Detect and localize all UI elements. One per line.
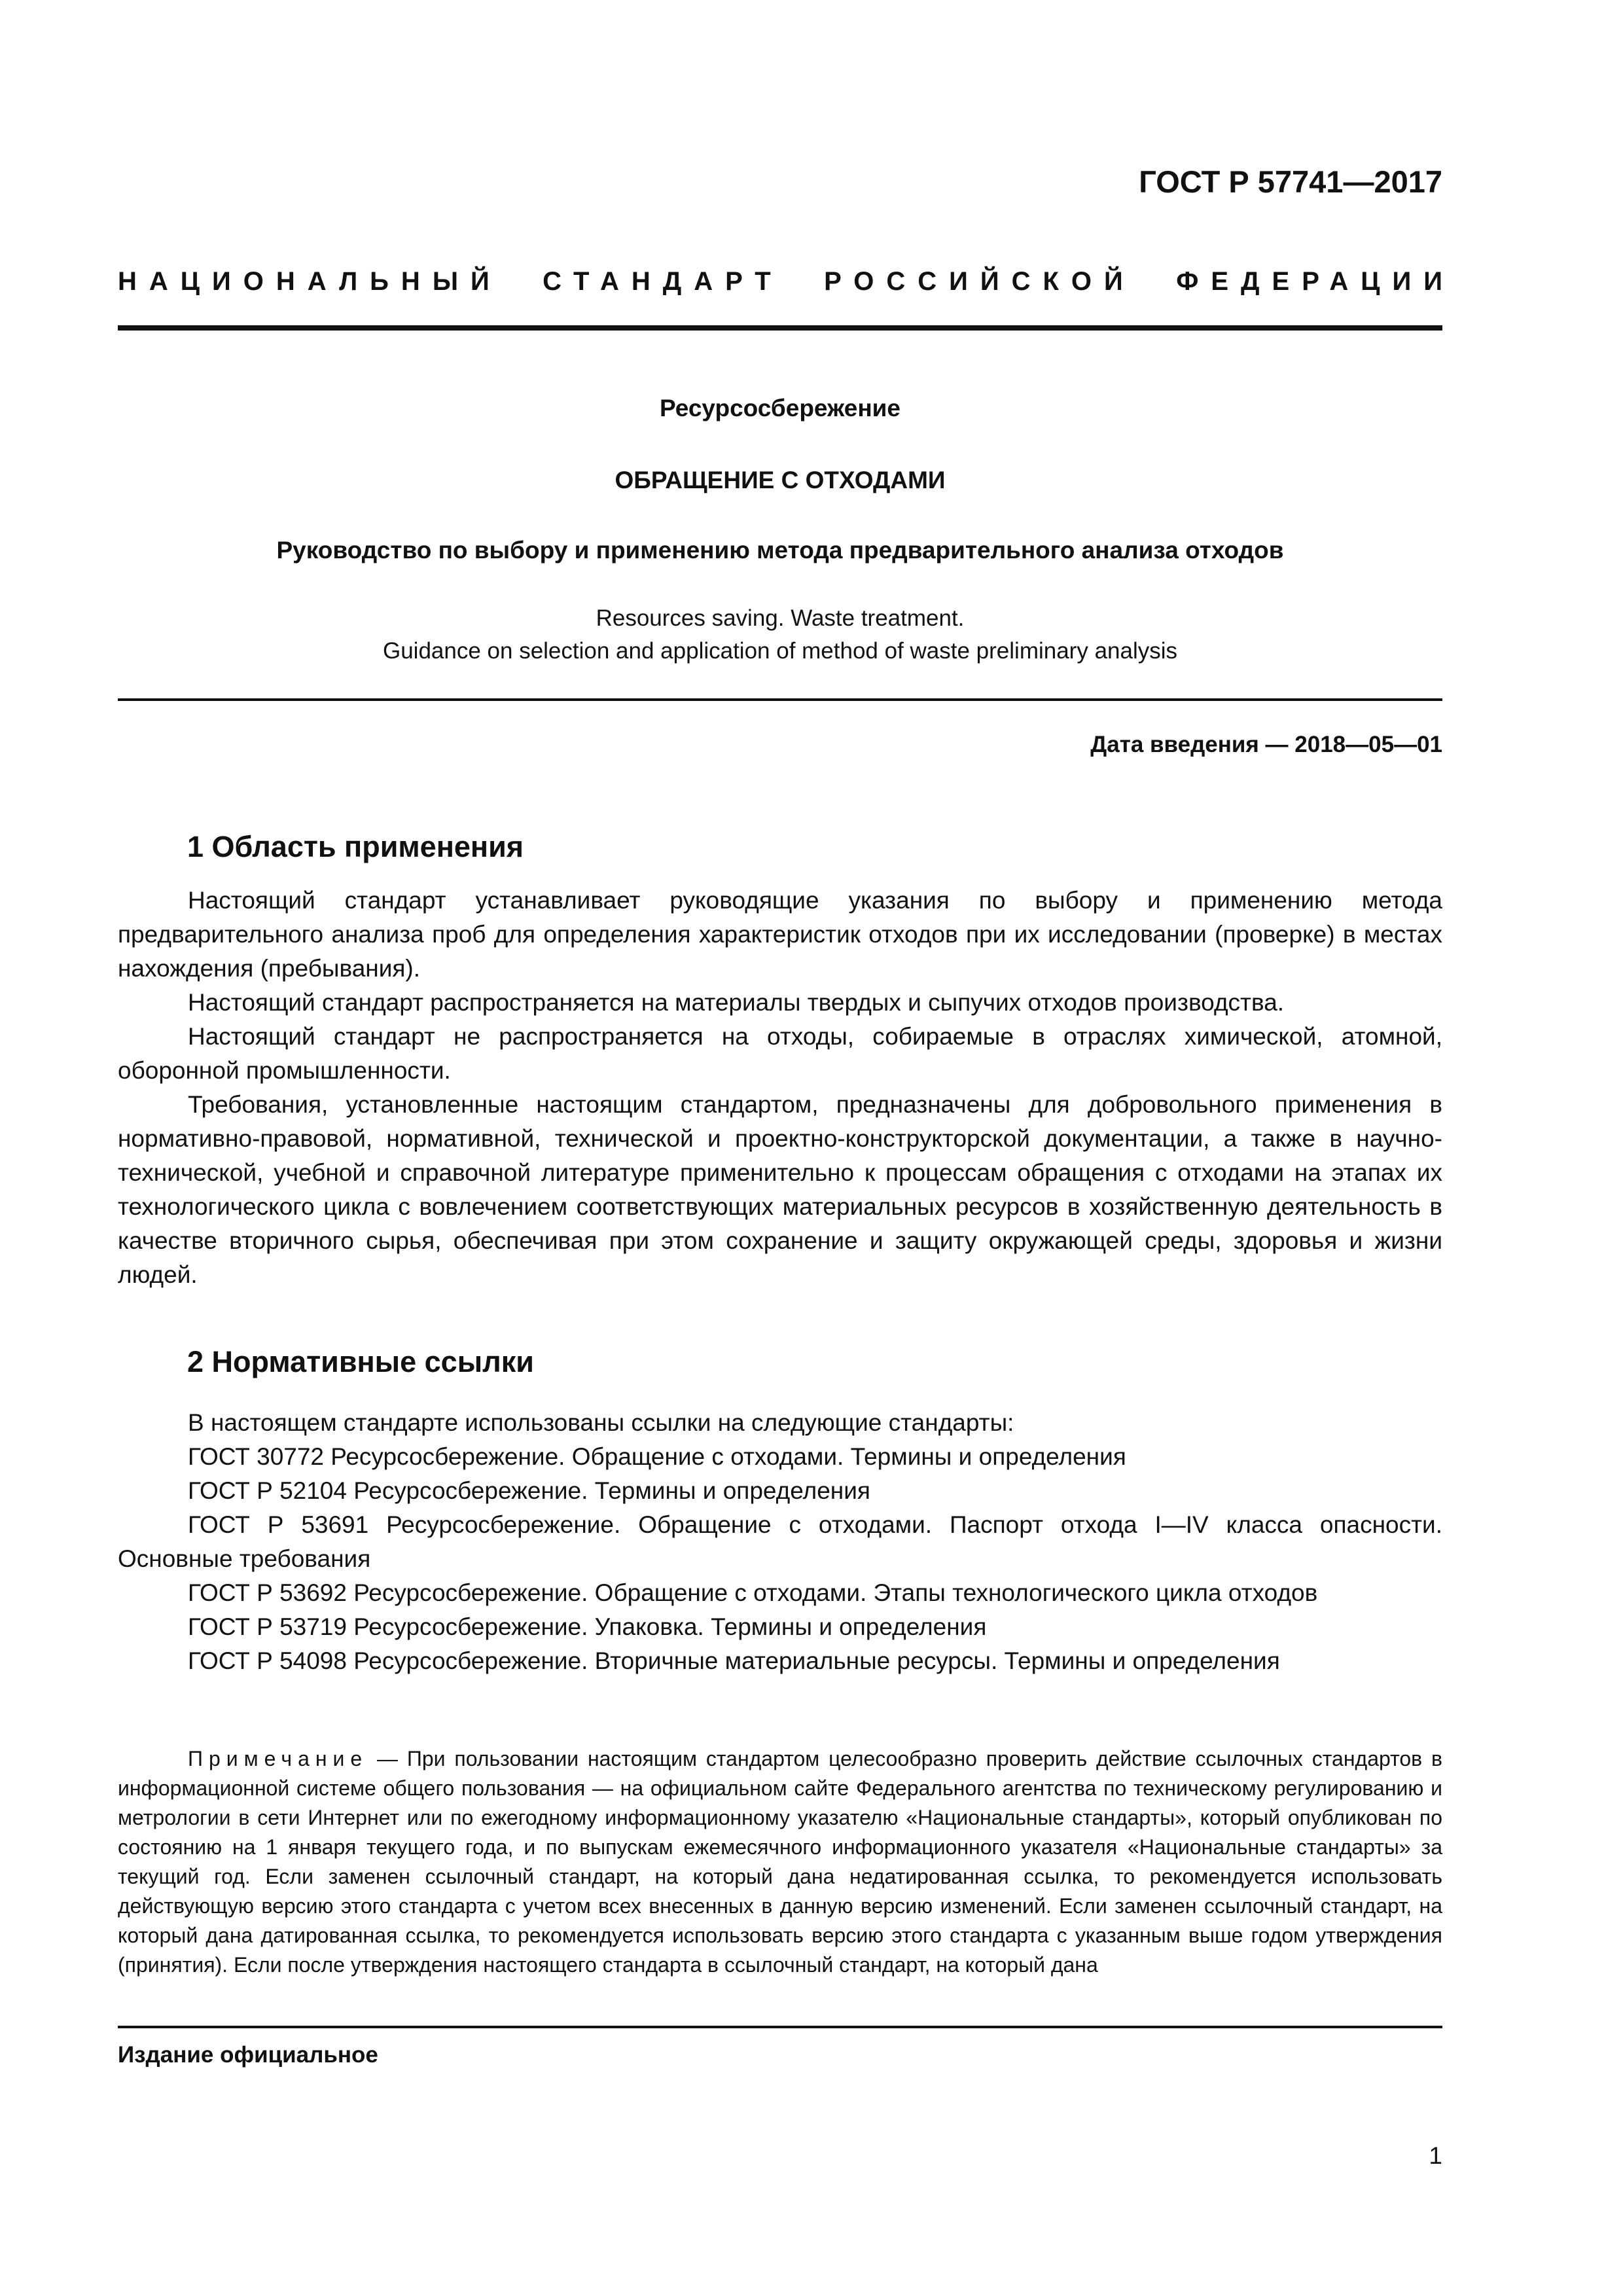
paragraph: Требования, установленные настоящим стандартом, предназначены для добровольного применения в нормативно-правовой, нормативной, технической и проектно-конструкторской документации, а также в научно-технической, учебной и справочной литературе применительно к процессам обращения с отходами на этапах их технологического цикла с вовлечением соответствующих материальных ресурсов в хозяйственную деятельность в качестве вторичного сырья, обеспечивая при этом сохранение и защиту окружающей среды, здоровья и жизни людей. [118, 1091, 1442, 1288]
note [118, 1744, 1442, 1980]
section-body-references [118, 1406, 1442, 1678]
reference-item: ГОСТ 30772 Ресурсосбережение. Обращение с отходами. Термины и определения [188, 1443, 1126, 1470]
reference-item: ГОСТ Р 53691 Ресурсосбережение. Обращение с отходами. Паспорт отхода I—IV класса опасности. Основные требования [118, 1511, 1442, 1572]
document-title: ОБРАЩЕНИЕ С ОТХОДАМИ [615, 467, 946, 493]
document-number: ГОСТ Р 57741—2017 [1139, 164, 1442, 199]
title-divider [118, 698, 1442, 701]
paragraph: Настоящий стандарт устанавливает руководящие указания по выбору и применению метода предварительного анализа проб для определения характеристик отходов при их исследовании (проверке) в местах нахождения (пребывания). [118, 887, 1442, 982]
reference-item: ГОСТ Р 53692 Ресурсосбережение. Обращение с отходами. Этапы технологического цикла отходов [188, 1579, 1318, 1606]
official-edition-label: Издание официальное [118, 2042, 378, 2068]
header-divider [118, 325, 1442, 331]
document-subject: Ресурсосбережение [659, 395, 901, 422]
document-subtitle: Руководство по выбору и применению метода предварительного анализа отходов [276, 537, 1284, 564]
section-heading-references: 2 Нормативные ссылки [187, 1345, 534, 1378]
introduction-date: Дата введения — 2018—05—01 [1090, 732, 1442, 757]
note-label: Примечание [188, 1747, 368, 1770]
references-intro: В настоящем стандарте использованы ссылки на следующие стандарты: [188, 1409, 1014, 1436]
page-number: 1 [1429, 2142, 1442, 2169]
header-word: РОССИЙСКОЙ [824, 267, 1135, 296]
english-title [118, 602, 1442, 668]
header-word: НАЦИОНАЛЬНЫЙ [118, 267, 502, 296]
reference-item: ГОСТ Р 54098 Ресурсосбережение. Вторичные материальные ресурсы. Термины и определения [188, 1647, 1280, 1674]
english-title-line: Resources saving. Waste treatment. [596, 605, 965, 631]
paragraph: Настоящий стандарт распространяется на материалы твердых и сыпучих отходов производства. [188, 989, 1285, 1016]
reference-item: ГОСТ Р 53719 Ресурсосбережение. Упаковка. Термины и определения [188, 1613, 987, 1640]
reference-item: ГОСТ Р 52104 Ресурсосбережение. Термины и определения [188, 1477, 870, 1504]
footer-divider [118, 2026, 1442, 2028]
english-title-line: Guidance on selection and application of method of waste preliminary analysis [382, 638, 1178, 664]
header-word: ФЕДЕРАЦИИ [1176, 267, 1455, 296]
section-body-scope [118, 884, 1442, 1292]
section-heading-scope: 1 Область применения [187, 830, 524, 863]
national-standard-header [118, 267, 1455, 296]
header-word: СТАНДАРТ [543, 267, 783, 296]
note-text: — При пользовании настоящим стандартом целесообразно проверить действие ссылочных стандартов в информационной системе общего пользования — на официальном сайте Федерального агентства по техническому регулированию и метрологии в сети Интернет или по ежегодному информационному указателю «Национальные стандарты», который опубликован по состоянию на 1 января текущего года, и по выпускам ежемесячного информационного указателя «Национальные стандарты» за текущий год. Если заменен ссылочный стандарт, на который дана недатированная ссылка, то рекомендуется использовать действующую версию этого стандарта с учетом всех внесенных в данную версию изменений. Если заменен ссылочный стандарт, на который дана датированная ссылка, то рекомендуется использовать версию этого стандарта с указанным выше годом утверждения (принятия). Если после утверждения настоящего стандарта в ссылочный стандарт, на который дана [118, 1747, 1442, 1977]
paragraph: Настоящий стандарт не распространяется на отходы, собираемые в отраслях химической, атомной, оборонной промышленности. [118, 1023, 1442, 1084]
